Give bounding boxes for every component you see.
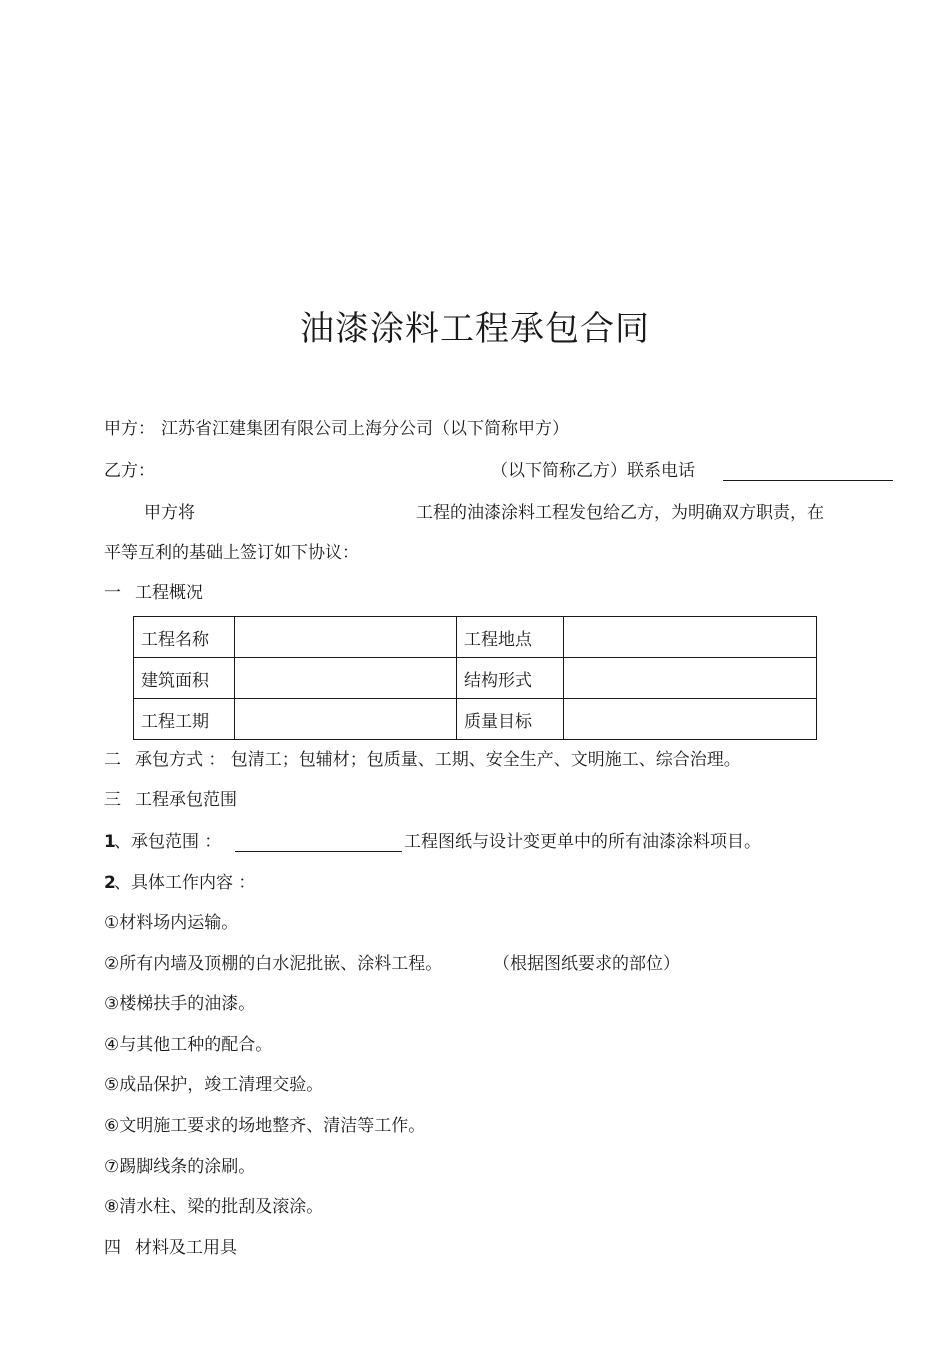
table-cell-label: 结构形式 [457, 658, 564, 699]
table-cell-value [235, 658, 457, 699]
party-b-label: 乙方： [104, 461, 155, 481]
party-a-label: 甲方： [104, 419, 155, 439]
party-b-note: （以下简称乙方）联系电话 [491, 461, 695, 481]
section2-number: 二 [104, 750, 121, 770]
work-item: ⑤成品保护，竣工清理交验。 [104, 1075, 324, 1095]
project-overview-table [133, 616, 817, 740]
work-item: ⑧清水柱、梁的批刮及滚涂。 [104, 1197, 324, 1217]
section1-title: 工程概况 [135, 583, 203, 603]
work-item: ②所有内墙及顶棚的白水泥批嵌、涂料工程。 [104, 954, 443, 974]
phone-blank-line [723, 480, 893, 481]
party-a-value: 江苏省江建集团有限公司上海分公司（以下简称甲方） [161, 419, 569, 439]
work-number: 2 [104, 873, 116, 893]
scope-blank-line [235, 851, 402, 852]
work-label: 、具体工作内容 ： [114, 873, 256, 893]
work-item: ③楼梯扶手的油漆。 [104, 994, 256, 1014]
scope-label: 、承包范围 ： [114, 832, 222, 852]
table-row [134, 658, 817, 699]
work-item-note: （根据图纸要求的部位） [493, 954, 680, 974]
scope-text: 工程图纸与设计变更单中的所有油漆涂料项目。 [404, 832, 761, 852]
section3-title: 工程承包范围 [135, 790, 237, 810]
table-cell-value [235, 699, 457, 740]
section3-number: 三 [104, 790, 121, 810]
scope-number: 1 [104, 832, 116, 852]
work-item: ④与其他工种的配合。 [104, 1035, 273, 1055]
intro-line1-end: 工程的油漆涂料工程发包给乙方，为明确双方职责，在 [416, 503, 824, 523]
section4-number: 四 [104, 1238, 121, 1258]
section1-number: 一 [104, 583, 121, 603]
document-title: 油漆涂料工程承包合同 [300, 309, 650, 349]
table-cell-value [564, 699, 817, 740]
table-row [134, 617, 817, 658]
table-cell-label: 建筑面积 [134, 658, 235, 699]
table-cell-label: 工程工期 [134, 699, 235, 740]
work-item: ⑦踢脚线条的涂刷。 [104, 1157, 256, 1177]
intro-line2: 平等互利的基础上签订如下协议： [104, 543, 359, 563]
section2-text: 承包方式 ： 包清工；包辅材；包质量、工期、安全生产、文明施工、综合治理。 [135, 750, 741, 770]
table-cell-value [235, 617, 457, 658]
table-cell-value [564, 658, 817, 699]
work-item: ⑥文明施工要求的场地整齐、清洁等工作。 [104, 1116, 426, 1136]
table-cell-label: 工程名称 [134, 617, 235, 658]
table-cell-label: 质量目标 [457, 699, 564, 740]
work-item: ①材料场内运输。 [104, 913, 239, 933]
table-cell-value [564, 617, 817, 658]
table-row [134, 699, 817, 740]
intro-line1-start: 甲方将 [144, 503, 195, 523]
table-cell-label: 工程地点 [457, 617, 564, 658]
section4-title: 材料及工用具 [135, 1238, 237, 1258]
